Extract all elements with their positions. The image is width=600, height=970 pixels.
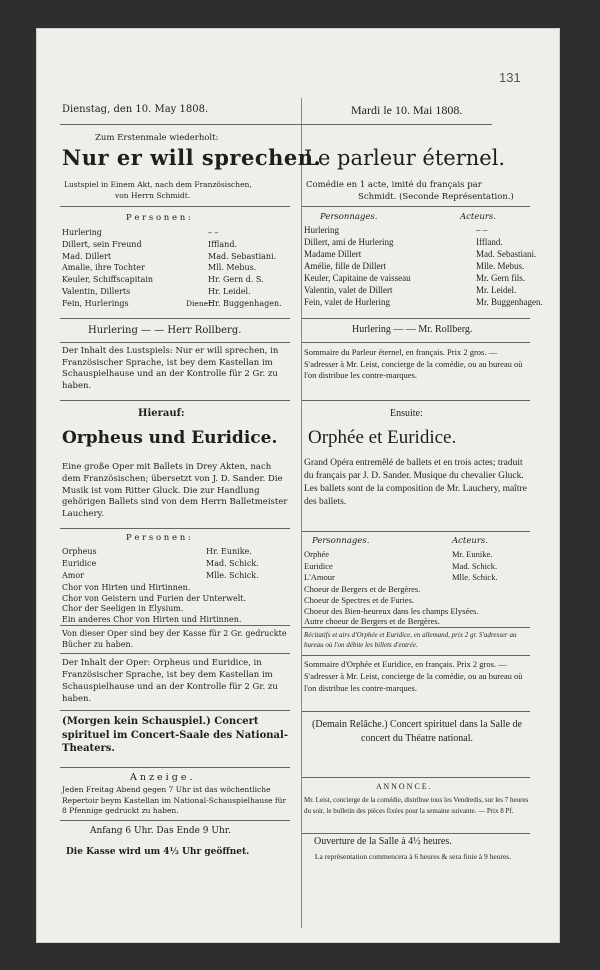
rule-fr-10 — [302, 833, 530, 834]
chorus-line: Chor der Seeligen in Elysium. — [62, 604, 184, 613]
subtitle2-fr: Grand Opéra entremêlé de ballets et en trois actes; traduit du français par J. D. Sander. Musique du chevalier Gluck. Les ballets sont de la composition de Mr. Lauchery, maître des ballets. — [304, 458, 527, 507]
chorus-line: Ein anderes Chor von Hirten und Hirtinnen. — [62, 614, 242, 624]
handwritten-annotation: 131 — [499, 70, 521, 85]
hierauf-de: Hierauf: — [138, 408, 185, 419]
cast-actor: Hr. Gern d. S. — [208, 275, 264, 285]
cast-actor: Iffland. — [476, 237, 503, 247]
cast-actor: Hr. Leidel. — [208, 287, 251, 296]
rule-fr-6 — [302, 627, 530, 628]
title2-fr: Orphée et Euridice. — [308, 427, 457, 448]
column-divider — [301, 98, 302, 928]
rule-de-4 — [60, 400, 290, 401]
cast-actor: Mad. Schick. — [206, 558, 259, 568]
cast-role: Orpheus — [62, 547, 97, 556]
personnages2-heading-fr: Personnages. — [312, 536, 370, 546]
morgen-de: (Morgen kein Schauspiel.) Concert spirituel im Concert-Saale des National-Theaters. — [62, 716, 288, 754]
cast-role: Valentin, valet de Dillert — [304, 285, 393, 295]
reprise-de: Zum Erstenmale wiederholt: — [95, 133, 219, 143]
rule-de-5 — [60, 528, 290, 529]
header-rule — [60, 124, 492, 125]
rule-fr-8 — [302, 711, 530, 712]
sommaire2-fr: Sommaire d'Orphée et Euridice, en français. Prix 2 gros. — S'adresser à Mr. Leist, concierge de la comédie, ou au bureau où l'on distribue les contre-marques. — [304, 659, 523, 693]
cast-actor: Mad. Sebastiani. — [208, 251, 277, 261]
inhalt1-de: Der Inhalt des Lustspiels: Nur er will sprechen, in Französischer Sprache, ist bey dem Kastellan im Schauspielhause und an der Kontrolle für 2 Gr. zu haben. — [62, 346, 279, 391]
rule-de-2 — [60, 318, 290, 319]
cast-role: Euridice — [304, 560, 333, 571]
subtitle1a-fr: Comédie en 1 acte, imité du français par — [306, 180, 482, 190]
rule-fr-2 — [302, 318, 530, 319]
cast-actor: Mad. Schick. — [452, 560, 498, 571]
demain-fr: (Demain Relâche.) Concert spirituel dans la Salle de concert du Théatre national. — [312, 719, 522, 744]
hurlering-fr: Hurlering — — Mr. Rollberg. — [352, 324, 473, 335]
cast-actor: Mr. Gern fils. — [476, 273, 525, 283]
cast-role: Madame Dillert — [304, 249, 362, 259]
hurlering-de: Hurlering — — Herr Rollberg. — [88, 325, 242, 336]
rule-fr-3 — [302, 342, 530, 343]
cast-role: Keuler, Schiffscapitain — [62, 275, 154, 285]
chorus-line: Choeur de Bergers et de Bergères. — [304, 584, 421, 594]
cast-role: Dillert, ami de Hurlering — [304, 237, 394, 247]
annonce-text-fr: Mr. Leist, concierge de la comédie, distribue tous les Vendredis, sur les 7 heures du soir, le bulletin des pièces fixées pour la semaine suivante. — Prix 8 Pf. — [304, 796, 529, 815]
ouverture-fr: Ouverture de la Salle à 4½ heures. — [314, 836, 452, 847]
representation-fr: La représentation commencera à 6 heures & sera finie à 9 heures. — [314, 852, 512, 861]
buecher-de: Von dieser Oper sind bey der Kasse für 2 Gr. gedruckte Bücher zu haben. — [62, 629, 287, 649]
personen-heading-de: P e r s o n e n : — [126, 213, 191, 223]
cast-actor: Mad. Sebastiani. — [476, 249, 537, 259]
cast-actor: Mr. Buggenhagen. — [476, 297, 543, 307]
rule-fr-5 — [302, 531, 530, 532]
cast-role: L'Amour — [304, 572, 335, 582]
rule-fr-9 — [302, 777, 530, 778]
cast-actor: Hr. Eunike. — [206, 547, 252, 556]
rule-de-8 — [60, 710, 290, 711]
title2-de: Orpheus und Euridice. — [62, 428, 278, 448]
rule-de-1 — [60, 206, 290, 207]
anzeige-heading-de: A n z e i g e . — [130, 772, 193, 783]
cast-role: Hurlering — [304, 225, 339, 235]
cast-role: Hurlering — [62, 228, 102, 237]
cast-actor: Mr. Eunike. — [452, 549, 493, 559]
recitatifs-fr: Récitatifs et airs d'Orphée et Euridice, en allemand, prix 2 gr. S'adresser au bureau où l'on débite les billets d'entrée. — [304, 631, 517, 649]
cast-actor: Mr. Leidel. — [476, 285, 517, 295]
cast-actor: Hr. Buggenhagen. — [208, 298, 282, 308]
rule-de-7 — [60, 653, 290, 654]
cast-actor: Iffland. — [208, 239, 237, 249]
subtitle1b-de: von Herrn Schmidt. — [115, 191, 191, 200]
cast-role: Mad. Dillert — [62, 251, 112, 261]
acteurs-heading-fr: Acteurs. — [460, 212, 496, 222]
rule-de-9 — [60, 767, 290, 768]
personen2-heading-de: P e r s o n e n : — [126, 533, 191, 543]
cast-role: Amor — [62, 570, 85, 580]
cast-role: Valentin, Dillerts — [62, 287, 131, 296]
date-fr: Mardi le 10. Mai 1808. — [351, 103, 463, 117]
cast-role: Keuler, Capitaine de vaisseau — [304, 273, 411, 283]
sommaire1-fr: Sommaire du Parleur éternel, en français. Prix 2 gros. — S'adresser à Mr. Leist, concierge de la comédie, ou au bureau où l'on distribue les contre-marques. — [304, 347, 523, 380]
title1-de: Nur er will sprechen. — [62, 145, 322, 170]
chorus-line: Chor von Geistern und Furien der Unterwelt. — [62, 593, 247, 603]
cast-actor: – – — [476, 225, 488, 235]
subtitle2-de: Eine große Oper mit Ballets in Drey Akten, nach dem Französischen; übersetzt von J. D. Sander. Die Musik ist vom Ritter Gluck. Die zur Handlung gehörigen Ballets sind von dem Herrn Balletmeister Lauchery. — [62, 462, 288, 520]
cast-role: Fein, valet de Hurlering — [304, 297, 390, 307]
rule-de-3 — [60, 342, 290, 343]
cast-actor: Mlle. Schick. — [452, 572, 498, 582]
cast-role: Fein, Hurlerings — [62, 298, 129, 308]
rule-de-10 — [60, 820, 290, 821]
chorus-line: Choeur de Spectres et de Furies. — [304, 594, 414, 605]
kasse-de: Die Kasse wird um 4½ Uhr geöffnet. — [66, 847, 250, 857]
cast-actor: Mlle. Mebus. — [476, 261, 525, 271]
personnages-heading-fr: Personnages. — [320, 212, 378, 222]
rule-de-6 — [60, 625, 290, 626]
cast-actor: Mlle. Schick. — [206, 570, 259, 580]
rule-fr-7 — [302, 655, 530, 656]
anzeige-text-de: Jeden Freitag Abend gegen 7 Uhr ist das wöchentliche Repertoir beym Kastellan im National-Schauspielhause für 8 Pfennige gedruckt zu haben. — [62, 785, 287, 815]
chorus-line: Choeur des Bien-heureux dans les champs Elysées. — [304, 605, 479, 616]
cast-role: Amélie, fille de Dillert — [304, 261, 386, 271]
chorus-line: Autre choeur de Bergers et de Bergères. — [304, 616, 440, 627]
cast-actor: Mll. Mebus. — [208, 263, 257, 273]
diener-de: Diener. — [186, 299, 214, 308]
rule-fr-1 — [302, 206, 530, 207]
cast-role: Amalie, ihre Tochter — [62, 263, 145, 273]
subtitle1b-fr: Schmidt. (Seconde Représentation.) — [358, 192, 514, 202]
annonce-heading-fr: A N N O N C E . — [376, 782, 431, 791]
cast-role: Orphée — [304, 549, 330, 559]
acteurs2-heading-fr: Acteurs. — [452, 536, 488, 546]
inhalt2-de: Der Inhalt der Oper: Orpheus und Euridice, in Französischer Sprache, ist bey dem Kastellan im Schauspielhause und an der Kontrolle für 2 Gr. zu haben. — [62, 658, 278, 704]
ensuite-fr: Ensuite: — [390, 408, 423, 419]
cast-actor: – – — [208, 228, 219, 237]
chorus-line: Chor von Hirten und Hirtinnen. — [62, 583, 191, 592]
cast-role: Euridice — [62, 558, 97, 568]
title1-fr: Le parleur éternel. — [304, 146, 506, 170]
cast-role: Dillert, sein Freund — [62, 239, 142, 249]
date-de: Dienstag, den 10. May 1808. — [62, 104, 209, 115]
rule-fr-4 — [302, 400, 530, 401]
subtitle1a-de: Lustspiel in Einem Akt, nach dem Französischen, — [64, 180, 252, 189]
anfang-de: Anfang 6 Uhr. Das Ende 9 Uhr. — [90, 826, 231, 836]
